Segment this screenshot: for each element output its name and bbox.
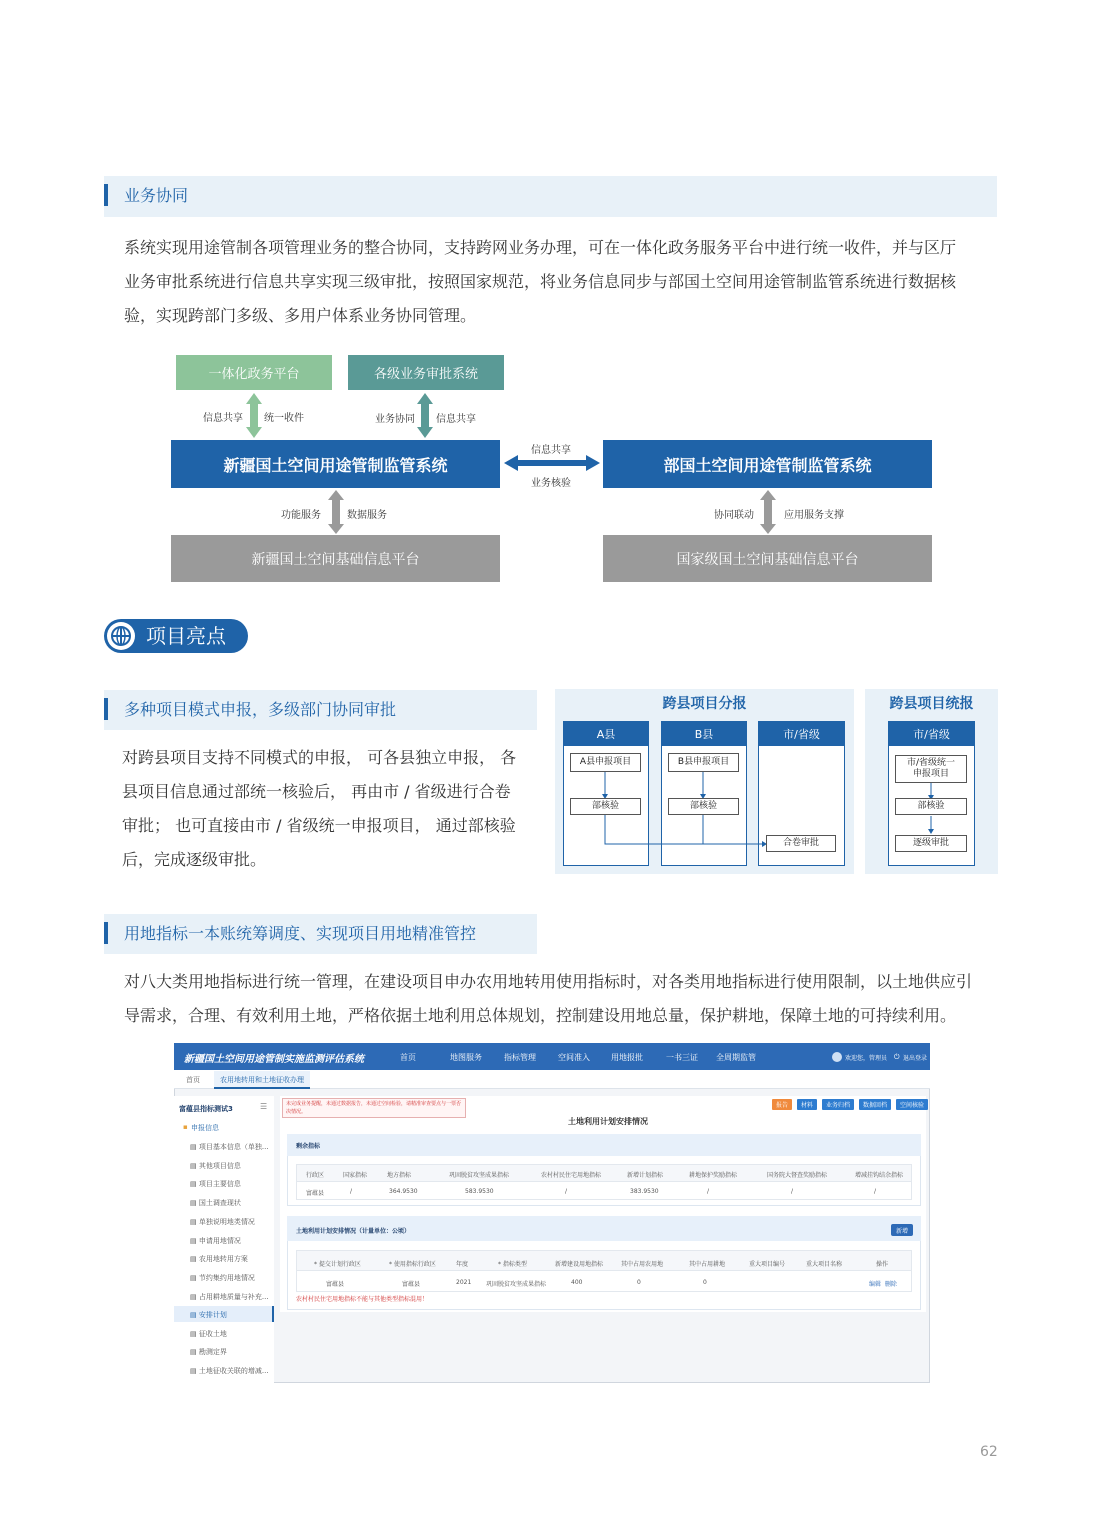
- table-cell: 0: [637, 1279, 641, 1286]
- sidebar-item-active[interactable]: ▤ 安排计划: [190, 1311, 227, 1319]
- table-header-cell: * 提交计划行政区: [314, 1261, 361, 1268]
- materials-button[interactable]: 材料: [797, 1099, 817, 1110]
- folder-icon: ▪: [183, 1123, 188, 1131]
- table-cell: /: [874, 1188, 877, 1195]
- logout-icon[interactable]: ⏻: [894, 1053, 900, 1061]
- sidebar-item[interactable]: ▤ 项目基本信息（单独...: [190, 1143, 269, 1151]
- sidebar-item[interactable]: ▤ 征收土地: [190, 1330, 227, 1338]
- table-header-cell: 操作: [876, 1261, 889, 1268]
- table-cell: 0: [703, 1279, 707, 1286]
- land-index-paragraph: [124, 965, 994, 1033]
- table-cell: 383.9530: [630, 1188, 659, 1195]
- sidebar-item-label: 单独说明地类情况: [198, 1218, 255, 1226]
- national-base-box: 国家级国土空间基础信息平台: [603, 535, 932, 582]
- sidebar-item-label: 农用地转用方案: [198, 1255, 248, 1263]
- sidebar-item-label: 节约集约用地情况: [198, 1274, 255, 1282]
- unified-header: 市/省级: [889, 722, 974, 746]
- city-prov-header: 市/省级: [759, 722, 844, 746]
- avatar[interactable]: [832, 1052, 842, 1062]
- para-line: 业务审批系统进行信息共享实现三级审批，按照国家规范，将业务信息同步与部国土空间用途管制监管系统进行数据核: [124, 272, 957, 291]
- label-unified-receive: 统一收件: [264, 413, 304, 424]
- nav-land-approval[interactable]: 用地报批: [611, 1053, 643, 1062]
- sidebar-item-label: 项目主要信息: [198, 1180, 241, 1188]
- page-number: 62: [980, 1444, 998, 1460]
- label-coop-link: 协同联动: [714, 510, 754, 521]
- para-line: 县项目信息通过部统一核验后， 再由市 / 省级进行合卷: [122, 782, 511, 801]
- remaining-index-header: [287, 1134, 921, 1156]
- a-check-box: 部核验: [570, 798, 641, 815]
- arrows-graphic: [0, 0, 1118, 600]
- table-cell: 364.9530: [389, 1188, 418, 1195]
- nav-certificates[interactable]: 一书三证: [666, 1053, 698, 1062]
- sidebar-item[interactable]: ▤ 农用地转用方案: [190, 1255, 248, 1263]
- section-title: 多种项目模式申报，多级部门协同审批: [124, 700, 397, 719]
- section-marker: [104, 922, 108, 944]
- table-header-cell: 增减挂钩结余指标: [855, 1172, 904, 1179]
- add-button[interactable]: 新增: [891, 1224, 913, 1236]
- tab-home[interactable]: 首页: [186, 1076, 200, 1084]
- para-line: 审批； 也可直接由市 / 省级统一申报项目， 通过部核验: [122, 816, 516, 835]
- globe-icon: [107, 622, 135, 650]
- table-cell: 富蕴县: [402, 1281, 421, 1288]
- county-b-header: B县: [662, 722, 746, 746]
- multimode-paragraph: [122, 741, 542, 877]
- unified-check-box: 部核验: [895, 798, 967, 815]
- para-line: 验，实现跨部门多级、多用户体系业务协同管理。: [124, 306, 477, 325]
- label-mid-info-share: 信息共享: [531, 445, 571, 456]
- table-cell: 巩固脱贫攻坚成果指标: [486, 1281, 547, 1288]
- a-declare-box: A县申报项目: [570, 753, 641, 772]
- sidebar-item[interactable]: ▤ 单独说明地类情况: [190, 1218, 255, 1226]
- sidebar-item-label: 土地征收关联的增减...: [198, 1367, 269, 1375]
- nav-index-mgmt[interactable]: 指标管理: [504, 1053, 536, 1062]
- nav-space-access[interactable]: 空间准入: [558, 1053, 590, 1062]
- sidebar-item[interactable]: ▤ 项目主要信息: [190, 1180, 241, 1188]
- b-check-box: 部核验: [668, 798, 739, 815]
- table-header-cell: 年度: [456, 1261, 469, 1268]
- sidebar-item-label: 勘测定界: [198, 1348, 227, 1356]
- para-line: 对八大类用地指标进行统一管理，在建设项目申办农用地转用使用指标时，对各类用地指标进行使用限制，以土地供应引: [124, 972, 973, 991]
- warning-box: 未完成业务提醒，未通过数据报告，未通过空间检验，请精准审查要点与一票否决情况。: [282, 1098, 466, 1118]
- combined-approval-box: 合卷审批: [766, 835, 836, 852]
- space-verify-button[interactable]: 空间核验: [896, 1099, 928, 1110]
- table-cell: 400: [571, 1279, 583, 1286]
- section-header-land-index: [104, 914, 537, 954]
- sidebar-item[interactable]: ▤ 申请用地情况: [190, 1237, 241, 1245]
- label-data-service: 数据服务: [347, 510, 387, 521]
- county-a-header: A县: [564, 722, 648, 746]
- b-declare-box: B县申报项目: [668, 753, 739, 772]
- sidebar-item-label: 其他项目信息: [198, 1162, 241, 1170]
- table-cell: 583.9530: [465, 1188, 494, 1195]
- sidebar-item-label: 安排计划: [198, 1311, 227, 1319]
- stepwise-approval-box: 逐级审批: [895, 835, 967, 852]
- table-cell: /: [707, 1188, 710, 1195]
- plan-table: [296, 1250, 912, 1292]
- table-header-cell: 新增建设用地指标: [555, 1261, 604, 1268]
- archive-button[interactable]: 业务归档: [822, 1099, 854, 1110]
- sidebar-item-label: 征收土地: [198, 1330, 227, 1338]
- table-header-cell: 国务院大督查奖励指标: [767, 1172, 828, 1179]
- sidebar-group[interactable]: 申报信息: [191, 1124, 219, 1132]
- edit-delete-links[interactable]: 编辑 删除: [869, 1281, 897, 1288]
- table-cell: /: [350, 1188, 353, 1195]
- app-title: 新疆国土空间用途管制实施监测评估系统: [184, 1054, 364, 1065]
- table-cell: 富蕴县: [306, 1190, 325, 1197]
- sidebar-title: 富蕴县指标测试3: [179, 1105, 233, 1113]
- table-header-cell: 国家指标: [343, 1172, 368, 1179]
- table-header-cell: 地方指标: [387, 1172, 412, 1179]
- table-header-cell: 新增计划指标: [627, 1172, 664, 1179]
- table-header-cell: 行政区: [306, 1172, 325, 1179]
- label-info-share-2: 信息共享: [436, 414, 476, 425]
- para-line: 系统实现用途管制各项管理业务的整合协同，支持跨网业务办理，可在一体化政务服务平台中进行统一收件，并与区厅: [124, 238, 957, 257]
- label-func-service: 功能服务: [281, 510, 321, 521]
- logout-link[interactable]: 退出登录: [903, 1055, 928, 1062]
- cross-split-title: 跨县项目分报: [662, 696, 747, 712]
- ministry-system-box: 部国土空间用途管制监管系统: [603, 440, 932, 488]
- label-biz-coop: 业务协同: [375, 414, 415, 425]
- nav-home[interactable]: 首页: [400, 1053, 416, 1062]
- sidebar-item-label: 申请用地情况: [198, 1237, 241, 1245]
- nav-map-service[interactable]: 地图服务: [450, 1053, 482, 1062]
- sidebar-item-label: 占用耕地质量与补充...: [198, 1293, 269, 1301]
- highlights-title: 项目亮点: [146, 624, 226, 648]
- table-header-cell: 其中占用耕地: [689, 1261, 726, 1268]
- para-line: 对跨县项目支持不同模式的申报， 可各县独立申报， 各: [122, 748, 517, 767]
- table-header-cell: * 指标类型: [498, 1261, 527, 1268]
- xinjiang-system-box: 新疆国土空间用途管制监管系统: [171, 440, 500, 488]
- user-greeting: 欢迎您，管理员: [845, 1055, 888, 1062]
- para-line: 后，完成逐级审批。: [122, 850, 267, 869]
- sidebar-item[interactable]: ▤ 勘测定界: [190, 1348, 227, 1356]
- nav-lifecycle[interactable]: 全周期监管: [716, 1053, 756, 1062]
- table-cell: 富蕴县: [326, 1281, 345, 1288]
- page-title: 土地利用计划安排情况: [568, 1117, 648, 1126]
- sidebar-item[interactable]: ▤ 占用耕地质量与补充...: [190, 1293, 269, 1301]
- table-cell: /: [791, 1188, 794, 1195]
- table-cell: 2021: [456, 1279, 472, 1286]
- para-line: 导需求，合理、有效利用土地，严格依据土地利用总体规划，控制建设用地总量，保护耕地，保障土地的可持续利用。: [124, 1006, 957, 1025]
- section-marker: [104, 698, 108, 720]
- approval-system-box: 各级业务审批系统: [348, 355, 504, 390]
- sidebar-item[interactable]: ▤ 其他项目信息: [190, 1162, 241, 1170]
- table-header-cell: 重大项目名称: [806, 1261, 843, 1268]
- section-title: 用地指标一本账统筹调度、实现项目用地精准管控: [124, 924, 477, 943]
- report-button[interactable]: 报告: [772, 1099, 792, 1110]
- cross-unified-title: 跨县项目统报: [889, 696, 974, 712]
- red-note: 农村村民住宅用地指标不能与其他类型指标混用！: [296, 1296, 429, 1303]
- table-header-cell: 巩固脱贫攻坚成果指标: [449, 1172, 510, 1179]
- sidebar-item[interactable]: ▤ 节约集约用地情况: [190, 1274, 255, 1282]
- data-rollback-button[interactable]: 数据回档: [859, 1099, 891, 1110]
- collapse-icon[interactable]: ☰: [260, 1102, 268, 1111]
- platform-box: 一体化政务平台: [176, 355, 332, 390]
- plan-panel-title: 土地利用计划安排情况（计量单位：公顷）: [296, 1228, 411, 1235]
- sidebar-item-label: 项目基本信息（单独...: [198, 1143, 269, 1151]
- table-cell: /: [565, 1188, 568, 1195]
- label-info-share: 信息共享: [203, 413, 243, 424]
- sidebar-item[interactable]: ▤ 国土调查现状: [190, 1199, 241, 1207]
- sidebar-item-label: 国土调查现状: [198, 1199, 241, 1207]
- tab-conversion[interactable]: 农用地转用和土地征收办理: [214, 1071, 310, 1089]
- section-header-multimode: [104, 690, 537, 730]
- sidebar-item[interactable]: ▤ 土地征收关联的增减...: [190, 1367, 269, 1375]
- table-header-cell: 耕地保护奖励指标: [689, 1172, 738, 1179]
- highlights-badge: [104, 619, 248, 653]
- unified-declare-box: 市/省级统一申报项目: [895, 755, 967, 783]
- table-header-cell: 农村村民住宅用地指标: [541, 1172, 602, 1179]
- section-title: 业务协同: [124, 186, 189, 205]
- label-mid-verify: 业务核验: [531, 478, 571, 489]
- label-app-support: 应用服务支撑: [784, 510, 844, 521]
- table-header-cell: 其中占用农用地: [621, 1261, 664, 1268]
- table-header-cell: 重大项目编号: [749, 1261, 786, 1268]
- xinjiang-base-box: 新疆国土空间基础信息平台: [171, 535, 500, 582]
- table-header-cell: * 使用指标行政区: [389, 1261, 436, 1268]
- remaining-index-title: 剩余指标: [296, 1143, 321, 1150]
